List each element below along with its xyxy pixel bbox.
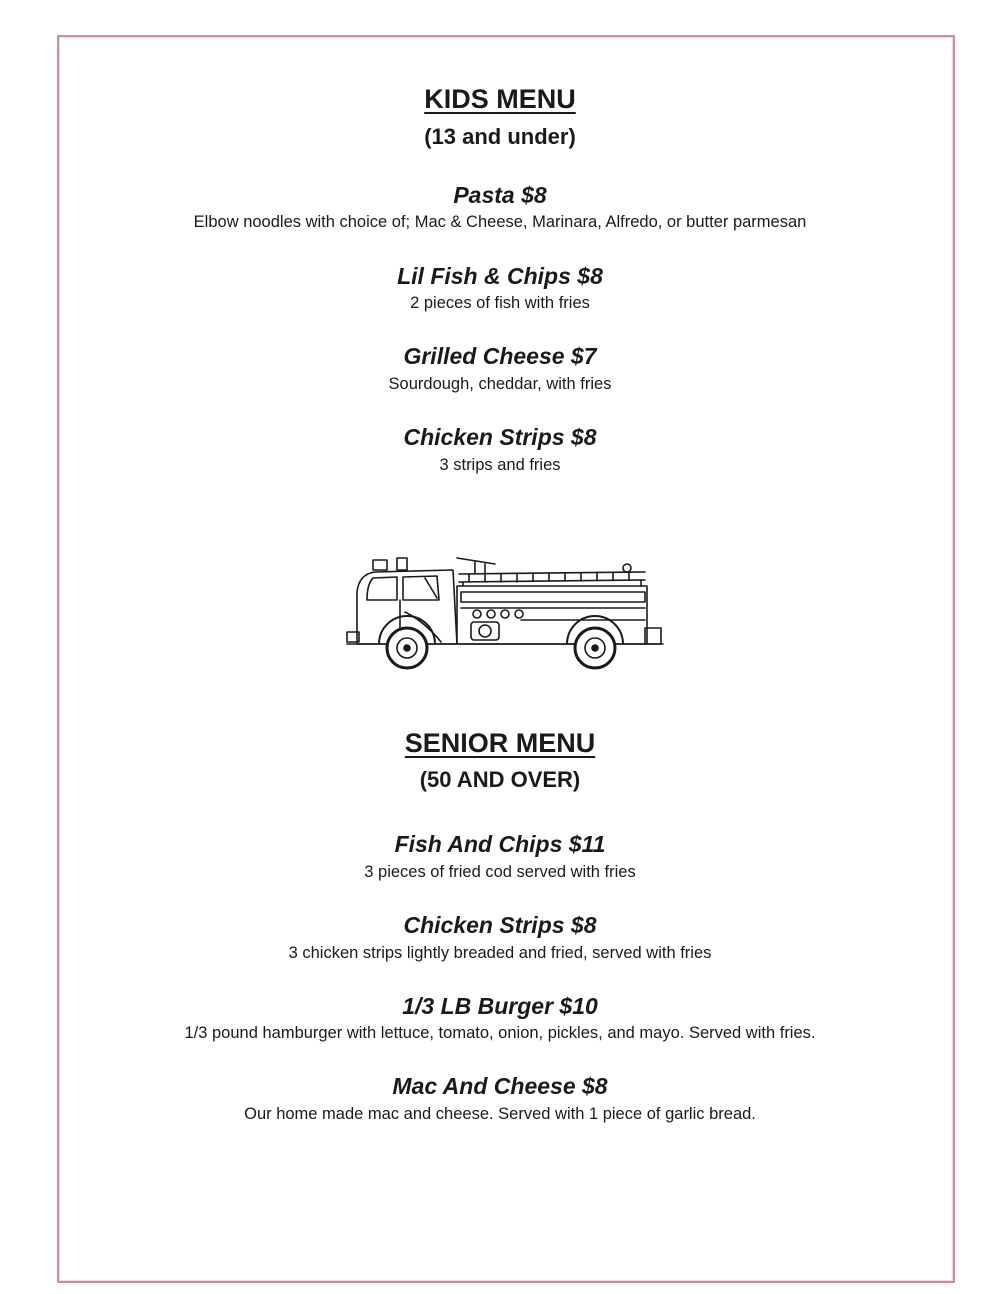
senior-item-name: Fish And Chips $11 xyxy=(394,831,606,857)
kids-item-name: Chicken Strips $8 xyxy=(403,424,597,450)
kids-item-name: Grilled Cheese $7 xyxy=(403,343,597,369)
kids-menu-subtitle: (13 and under) xyxy=(424,124,576,149)
senior-item-name: Chicken Strips $8 xyxy=(403,912,597,938)
senior-item-desc: 1/3 pound hamburger with lettuce, tomato, onion, pickles, and mayo. Served with fries. xyxy=(184,1024,816,1042)
fire-truck-icon xyxy=(345,552,665,670)
senior-item-name: 1/3 LB Burger $10 xyxy=(402,993,598,1019)
senior-item-desc: 3 pieces of fried cod served with fries xyxy=(364,863,636,881)
senior-item-name: Mac And Cheese $8 xyxy=(392,1073,608,1099)
senior-menu-subtitle: (50 AND OVER) xyxy=(419,767,581,792)
kids-item-name: Pasta $8 xyxy=(453,182,547,208)
senior-item-desc: Our home made mac and cheese. Served with 1 piece of garlic bread. xyxy=(244,1105,756,1123)
kids-item-name: Lil Fish & Chips $8 xyxy=(397,263,603,289)
kids-menu-title: KIDS MENU xyxy=(424,84,576,114)
kids-item-desc: 2 pieces of fish with fries xyxy=(410,294,590,312)
kids-item-desc: 3 strips and fries xyxy=(439,456,561,474)
senior-menu-title: SENIOR MENU xyxy=(404,728,596,758)
kids-item-desc: Sourdough, cheddar, with fries xyxy=(388,375,612,393)
senior-item-desc: 3 chicken strips lightly breaded and fried, served with fries xyxy=(288,944,712,962)
kids-item-desc: Elbow noodles with choice of; Mac & Cheese, Marinara, Alfredo, or butter parmesan xyxy=(193,213,807,231)
